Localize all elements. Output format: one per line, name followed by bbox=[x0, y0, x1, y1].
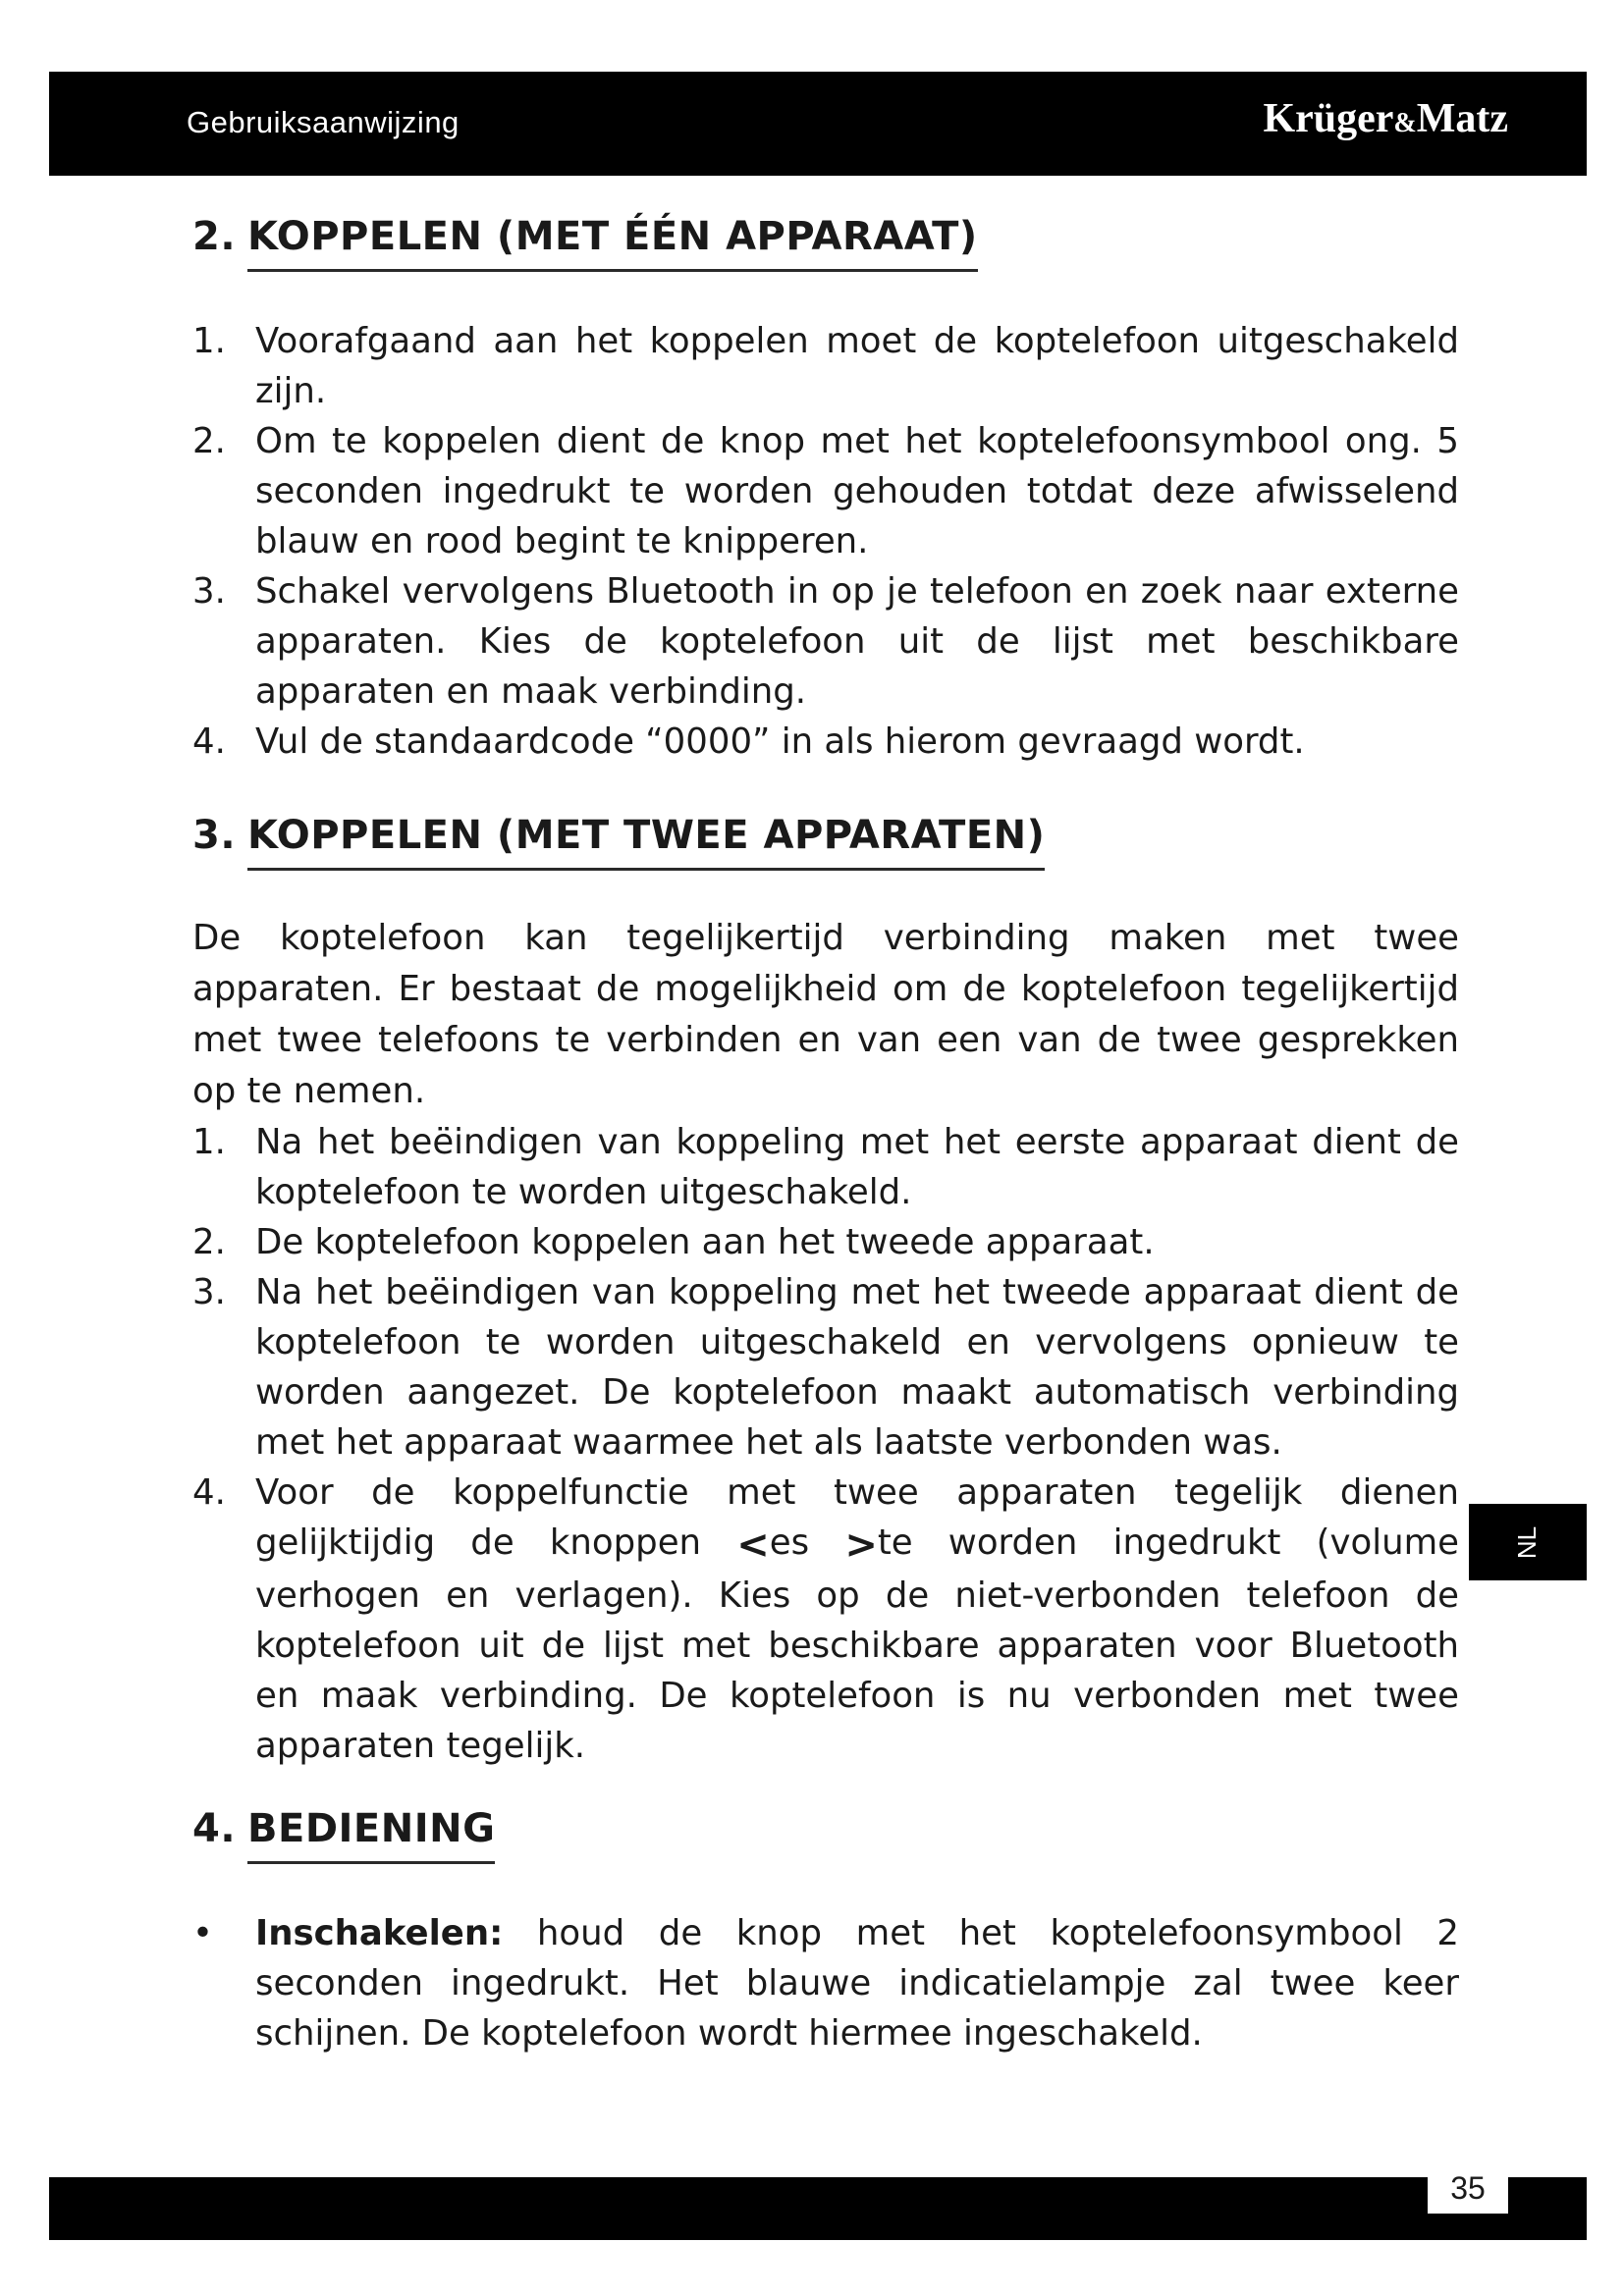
step-number: 4. bbox=[192, 721, 226, 762]
step-number: 4. bbox=[192, 1472, 226, 1513]
section-3-heading bbox=[192, 813, 1045, 871]
step-text-b: es bbox=[769, 1522, 810, 1563]
section-4-heading bbox=[192, 1806, 495, 1864]
brand-main: Krüger bbox=[1263, 96, 1394, 141]
brand-logo bbox=[1263, 95, 1508, 142]
section-4-bullets bbox=[192, 1908, 1459, 2058]
bullet-icon: • bbox=[192, 1913, 213, 1953]
step-text: Om te koppelen dient de knop met het koptelefoonsymbool ong. 5 seconden ingedrukt te worden gehouden totdat deze afwisselend blauw en rood begint te knipperen. bbox=[255, 421, 1459, 561]
list-item bbox=[192, 1908, 1459, 2058]
brand-amp: & bbox=[1393, 108, 1417, 138]
step-number: 2. bbox=[192, 1222, 226, 1262]
language-tab bbox=[1469, 1504, 1587, 1580]
step-text: Vul de standaardcode “0000” in als hierom gevraagd wordt. bbox=[255, 721, 1305, 762]
list-item bbox=[192, 1468, 1459, 1771]
step-text: Voorafgaand aan het koppelen moet de koptelefoon uitgeschakeld zijn. bbox=[255, 321, 1459, 411]
step-number: 3. bbox=[192, 571, 226, 612]
section-3-intro: De koptelefoon kan tegelijkertijd verbinding maken met twee apparaten. Er bestaat de mogelijkheid om de koptelefoon tegelijkertijd met twee telefoons te verbinden en van een van de twee gesprekken op te nemen. bbox=[192, 918, 1459, 1111]
header-title: Gebruiksaanwijzing bbox=[187, 105, 460, 139]
list-item bbox=[192, 566, 1459, 717]
step-number: 2. bbox=[192, 421, 226, 461]
page-number: 35 bbox=[1428, 2163, 1508, 2214]
bullet-label: Inschakelen: bbox=[255, 1913, 504, 1953]
header-bar bbox=[49, 72, 1587, 176]
section-2-steps bbox=[192, 316, 1459, 767]
list-item bbox=[192, 1267, 1459, 1468]
bullet-text: houd de knop met het koptelefoonsymbool 2 seconden ingedrukt. Het blauwe indicatielampje zal twee keer schijnen. De koptelefoon wordt hiermee ingeschakeld. bbox=[255, 1913, 1459, 2054]
step-text: Na het beëindigen van koppeling met het eerste apparaat dient de koptelefoon te worden uitgeschakeld. bbox=[255, 1122, 1459, 1212]
step-text: Schakel vervolgens Bluetooth in op je telefoon en zoek naar externe apparaten. Kies de koptelefoon uit de lijst met beschikbare apparaten en maak verbinding. bbox=[255, 571, 1459, 712]
step-text: Na het beëindigen van koppeling met het tweede apparaat dient de koptelefoon te worden uitgeschakeld en vervolgens opnieuw te worden aangezet. De koptelefoon maakt automatisch verbinding met het apparaat waarmee het als laatste verbonden was. bbox=[255, 1272, 1459, 1463]
volume-up-arrow-icon: > bbox=[844, 1522, 878, 1568]
section-3-number: 3. bbox=[192, 813, 237, 858]
step-number: 1. bbox=[192, 321, 226, 361]
volume-down-arrow-icon: < bbox=[736, 1522, 770, 1568]
section-3-title: KOPPELEN (MET TWEE APPARATEN) bbox=[247, 813, 1045, 871]
list-item bbox=[192, 717, 1459, 767]
language-tab-label: NL bbox=[1512, 1525, 1543, 1559]
step-text: De koptelefoon koppelen aan het tweede apparaat. bbox=[255, 1222, 1155, 1262]
section-2-heading bbox=[192, 214, 978, 272]
step-number: 1. bbox=[192, 1122, 226, 1162]
list-item bbox=[192, 316, 1459, 416]
step-text-c: te worden ingedrukt (volume verhogen en verlagen). Kies op de niet-verbonden telefoon de koptelefoon uit de lijst met beschikbare apparaten voor Bluetooth en maak verbinding. De koptelefoon is nu verbonden met twee apparaten tegelijk. bbox=[255, 1522, 1459, 1766]
section-4-title: BEDIENING bbox=[247, 1806, 495, 1864]
step-number: 3. bbox=[192, 1272, 226, 1312]
section-4-number: 4. bbox=[192, 1806, 237, 1851]
section-3-steps bbox=[192, 1117, 1459, 1771]
footer-bar bbox=[49, 2177, 1587, 2240]
section-2-number: 2. bbox=[192, 214, 237, 259]
list-item bbox=[192, 416, 1459, 566]
step-text-a: Voor de koppelfunctie met twee apparaten tegelijk dienen gelijktijdig de knoppen bbox=[255, 1472, 1459, 1563]
list-item bbox=[192, 1117, 1459, 1217]
brand-end: Matz bbox=[1416, 96, 1508, 141]
list-item bbox=[192, 1217, 1459, 1267]
section-2-title: KOPPELEN (MET ÉÉN APPARAAT) bbox=[247, 214, 978, 272]
